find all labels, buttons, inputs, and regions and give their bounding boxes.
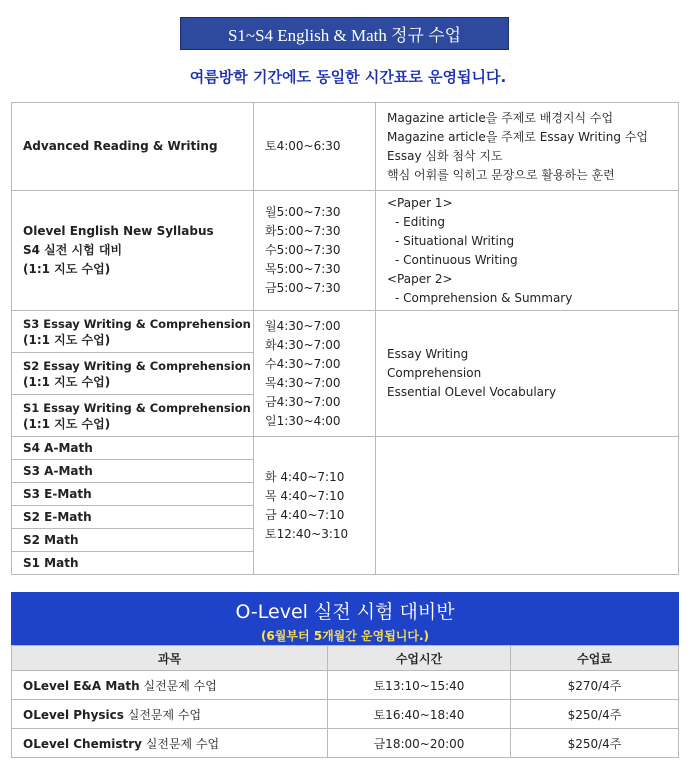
content-advanced — [376, 103, 679, 191]
fee-cell: $250/4주 — [511, 700, 679, 729]
content-line: <Paper 1> — [387, 195, 453, 210]
course-note: (1:1 지도 수업) — [23, 416, 111, 431]
content-line: - Editing — [395, 214, 445, 229]
course-s3-essay — [12, 311, 254, 353]
column-header: 수업시간 — [328, 646, 511, 671]
course-advanced: Advanced Reading & Writing — [12, 103, 254, 191]
time-line: 화5:00~7:30 — [265, 224, 341, 238]
course-line: S4 실전 시험 대비 — [23, 243, 123, 257]
table-row-math — [12, 437, 679, 460]
time-essay — [254, 311, 376, 437]
course-line: S3 Essay Writing & Comprehension — [23, 316, 251, 331]
course-math: S3 E-Math — [12, 483, 254, 506]
page-subtitle: 여름방학 기간에도 동일한 시간표로 운영됩니다. — [189, 68, 507, 86]
time-line: 화4:30~7:00 — [265, 337, 341, 352]
subject-en: OLevel Physics — [23, 707, 124, 722]
course-math: S1 Math — [12, 552, 254, 575]
page-title: S1~S4 English & Math 정규 수업 — [180, 17, 509, 50]
subject-ko: 실전문제 수업 — [141, 736, 220, 751]
content-line: Magazine article을 주제로 Essay Writing 수업 — [387, 129, 648, 144]
time-line: 토12:40~3:10 — [265, 526, 349, 541]
subject-cell — [12, 700, 328, 729]
time-line: 월4:30~7:00 — [265, 318, 341, 333]
section-title: O-Level 실전 시험 대비반 — [235, 601, 455, 623]
time-line: 화 4:40~7:10 — [265, 469, 345, 484]
time-cell: 토16:40~18:40 — [328, 700, 511, 729]
table-row — [12, 700, 679, 729]
fee-cell: $270/4주 — [511, 671, 679, 700]
course-math: S3 A-Math — [12, 460, 254, 483]
time-advanced: 토4:00~6:30 — [254, 103, 376, 191]
table-row-olevel-syllabus — [12, 191, 679, 311]
olevel-section-header — [11, 592, 679, 645]
course-s2-essay — [12, 353, 254, 395]
course-math: S2 Math — [12, 529, 254, 552]
content-math — [376, 437, 679, 575]
time-line: 목 4:40~7:10 — [265, 488, 345, 503]
content-line: Comprehension — [387, 366, 482, 380]
time-line: 일1:30~4:00 — [265, 413, 341, 428]
course-math: S4 A-Math — [12, 437, 254, 460]
column-header: 수업료 — [511, 646, 679, 671]
subject-ko: 실전문제 수업 — [123, 707, 202, 722]
content-line: - Comprehension & Summary — [395, 290, 573, 305]
subject-cell — [12, 671, 328, 700]
course-math: S2 E-Math — [12, 506, 254, 529]
time-line: 금4:30~7:00 — [265, 394, 341, 409]
time-line: 금5:00~7:30 — [265, 281, 341, 295]
regular-schedule-table — [11, 102, 679, 575]
content-line: Magazine article을 주제로 배경지식 수업 — [387, 110, 614, 125]
time-line: 목4:30~7:00 — [265, 375, 341, 390]
section-subtitle: (6월부터 5개월간 운영됩니다.) — [260, 629, 430, 643]
content-olevel-syllabus — [376, 191, 679, 311]
time-line: 수4:30~7:00 — [265, 356, 341, 371]
table-row-essay — [12, 311, 679, 353]
course-line: S1 Essay Writing & Comprehension — [23, 400, 251, 415]
time-line: 금 4:40~7:10 — [265, 507, 345, 522]
content-line: Essay Writing — [387, 347, 469, 361]
time-line: 목5:00~7:30 — [265, 262, 341, 276]
time-olevel-syllabus — [254, 191, 376, 311]
subject-en: OLevel E&A Math — [23, 678, 140, 693]
course-note: (1:1 지도 수업) — [23, 374, 111, 389]
table-row-advanced — [12, 103, 679, 191]
time-cell: 토13:10~15:40 — [328, 671, 511, 700]
content-line: - Situational Writing — [395, 233, 515, 248]
content-line: Essential OLevel Vocabulary — [387, 385, 557, 399]
course-note: (1:1 지도 수업) — [23, 332, 111, 347]
table-header-row — [12, 646, 679, 671]
table-row — [12, 729, 679, 758]
content-line: 핵심 어휘를 익히고 문장으로 활용하는 훈련 — [387, 167, 615, 182]
table-row — [12, 671, 679, 700]
content-line: - Continuous Writing — [395, 252, 518, 267]
subject-ko: 실전문제 수업 — [139, 678, 217, 693]
time-line: 수5:00~7:30 — [265, 243, 341, 257]
subject-en: OLevel Chemistry — [23, 736, 142, 751]
subject-cell — [12, 729, 328, 758]
time-math — [254, 437, 376, 575]
column-header: 과목 — [12, 646, 328, 671]
content-line: Essay 심화 첨삭 지도 — [387, 148, 503, 163]
fee-cell: $250/4주 — [511, 729, 679, 758]
time-line: 월5:00~7:30 — [265, 205, 341, 219]
content-line: <Paper 2> — [387, 271, 453, 286]
olevel-table — [11, 645, 679, 758]
course-s1-essay — [12, 395, 254, 437]
course-line: (1:1 지도 수업) — [23, 262, 111, 276]
time-cell: 금18:00~20:00 — [328, 729, 511, 758]
course-line: S2 Essay Writing & Comprehension — [23, 358, 251, 373]
content-essay — [376, 311, 679, 437]
course-olevel-syllabus — [12, 191, 254, 311]
course-line: Olevel English New Syllabus — [23, 224, 214, 238]
